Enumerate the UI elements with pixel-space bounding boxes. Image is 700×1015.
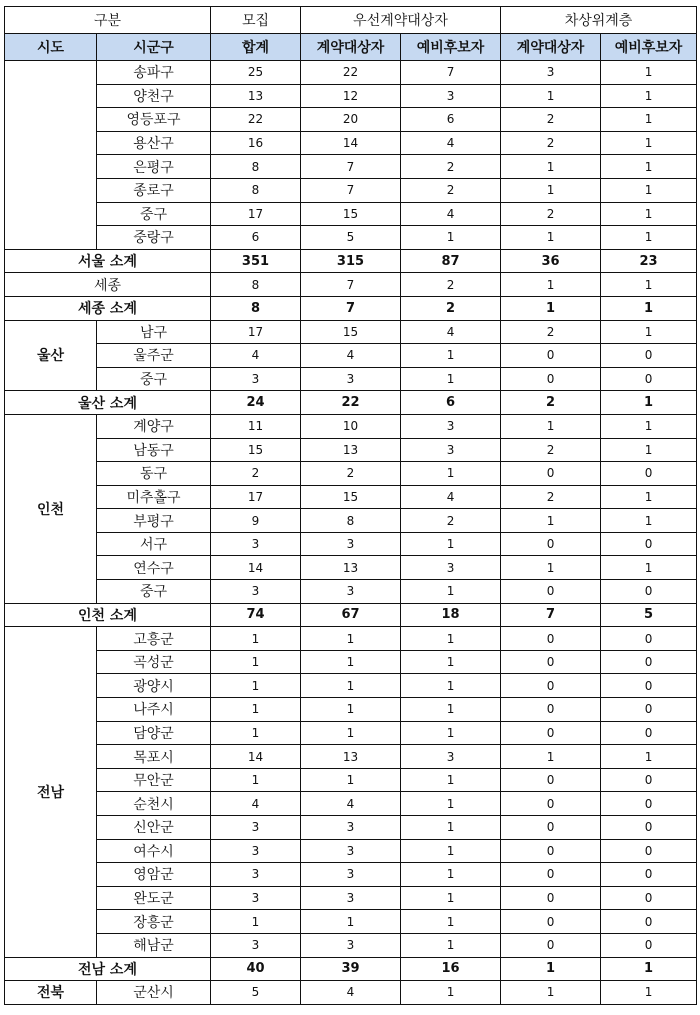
value-cell: 0 [601,792,697,816]
subtotal-row [5,249,697,273]
city-cell: 송파구 [97,61,211,85]
region-cell [5,61,97,250]
value-cell: 0 [501,933,601,957]
value-cell: 15 [301,320,401,344]
header-next: 차상위계층 [501,7,697,34]
value-cell: 1 [601,226,697,250]
value-cell: 4 [401,131,501,155]
table-row [5,745,697,769]
value-cell: 0 [601,532,697,556]
city-cell: 용산구 [97,131,211,155]
value-cell: 1 [301,650,401,674]
value-cell: 0 [601,910,697,934]
value-cell: 1 [601,131,697,155]
subtotal-value: 8 [211,296,301,320]
subtotal-value: 6 [401,391,501,415]
subtotal-value: 7 [501,603,601,627]
city-cell: 목포시 [97,745,211,769]
subtotal-value: 315 [301,249,401,273]
value-cell: 0 [501,839,601,863]
subtotal-row [5,391,697,415]
value-cell: 1 [501,745,601,769]
subtotal-value: 1 [501,296,601,320]
city-cell: 은평구 [97,155,211,179]
city-cell: 순천시 [97,792,211,816]
subtotal-value: 2 [401,296,501,320]
city-cell: 중구 [97,580,211,604]
table-row [5,367,697,391]
table-row [5,674,697,698]
subtotal-value: 36 [501,249,601,273]
value-cell: 0 [501,698,601,722]
value-cell: 7 [401,61,501,85]
value-cell: 1 [401,768,501,792]
value-cell: 1 [501,273,601,297]
value-cell: 1 [301,910,401,934]
value-cell: 1 [601,202,697,226]
table-row [5,910,697,934]
value-cell: 0 [501,650,601,674]
table-body [5,61,697,1005]
value-cell: 2 [501,485,601,509]
value-cell: 2 [401,178,501,202]
value-cell: 10 [301,414,401,438]
value-cell: 3 [401,414,501,438]
value-cell: 20 [301,108,401,132]
city-cell: 남동구 [97,438,211,462]
subtotal-value: 2 [501,391,601,415]
value-cell: 8 [211,155,301,179]
value-cell: 1 [601,438,697,462]
city-cell: 중구 [97,202,211,226]
value-cell: 3 [301,580,401,604]
value-cell: 4 [211,344,301,368]
city-cell: 연수구 [97,556,211,580]
table-row [5,273,697,297]
value-cell: 1 [501,155,601,179]
value-cell: 0 [501,532,601,556]
subtotal-value: 5 [601,603,697,627]
city-cell: 계양구 [97,414,211,438]
value-cell: 1 [401,910,501,934]
value-cell: 0 [501,792,601,816]
city-cell: 해남군 [97,933,211,957]
city-cell: 세종 [5,273,211,297]
header-next-reserve: 예비후보자 [601,34,697,61]
value-cell: 3 [301,863,401,887]
value-cell: 1 [401,367,501,391]
value-cell: 1 [401,792,501,816]
value-cell: 1 [601,509,697,533]
value-cell: 15 [211,438,301,462]
city-cell: 종로구 [97,178,211,202]
city-cell: 동구 [97,462,211,486]
value-cell: 2 [501,131,601,155]
value-cell: 3 [301,367,401,391]
value-cell: 3 [401,438,501,462]
value-cell: 1 [301,627,401,651]
subtotal-row [5,603,697,627]
header-priority-reserve: 예비후보자 [401,34,501,61]
table-row [5,131,697,155]
value-cell: 1 [211,627,301,651]
table-row [5,414,697,438]
table-row [5,320,697,344]
value-cell: 1 [401,344,501,368]
table-row [5,155,697,179]
value-cell: 17 [211,485,301,509]
value-cell: 15 [301,202,401,226]
value-cell: 4 [301,792,401,816]
value-cell: 1 [401,698,501,722]
city-cell: 울주군 [97,344,211,368]
value-cell: 15 [301,485,401,509]
city-cell: 군산시 [97,981,211,1005]
value-cell: 22 [211,108,301,132]
region-cell: 전북 [5,981,97,1005]
value-cell: 7 [301,273,401,297]
header-mojip: 모집 [211,7,301,34]
value-cell: 1 [401,627,501,651]
value-cell: 3 [211,933,301,957]
table-row [5,226,697,250]
value-cell: 1 [601,273,697,297]
city-cell: 신안군 [97,816,211,840]
value-cell: 1 [401,462,501,486]
region-cell: 전남 [5,627,97,957]
value-cell: 0 [601,344,697,368]
value-cell: 1 [211,698,301,722]
subtotal-value: 39 [301,957,401,981]
value-cell: 0 [501,863,601,887]
value-cell: 0 [601,698,697,722]
value-cell: 4 [401,202,501,226]
value-cell: 1 [401,886,501,910]
value-cell: 2 [401,273,501,297]
value-cell: 4 [211,792,301,816]
header-next-contract: 계약대상자 [501,34,601,61]
value-cell: 5 [301,226,401,250]
table-row [5,84,697,108]
value-cell: 0 [601,627,697,651]
value-cell: 1 [401,532,501,556]
table-row [5,816,697,840]
city-cell: 장흥군 [97,910,211,934]
value-cell: 1 [601,61,697,85]
value-cell: 0 [601,580,697,604]
value-cell: 1 [211,910,301,934]
city-cell: 영암군 [97,863,211,887]
subtotal-value: 23 [601,249,697,273]
city-cell: 무안군 [97,768,211,792]
city-cell: 서구 [97,532,211,556]
table-row [5,839,697,863]
value-cell: 0 [601,650,697,674]
value-cell: 25 [211,61,301,85]
subtotal-value: 40 [211,957,301,981]
table-row [5,108,697,132]
value-cell: 0 [601,933,697,957]
table-row [5,61,697,85]
table-row [5,650,697,674]
value-cell: 0 [601,462,697,486]
value-cell: 3 [401,745,501,769]
value-cell: 1 [601,745,697,769]
value-cell: 22 [301,61,401,85]
city-cell: 부평구 [97,509,211,533]
subtotal-value: 87 [401,249,501,273]
table-row [5,886,697,910]
header-gubun: 구분 [5,7,211,34]
value-cell: 1 [601,556,697,580]
value-cell: 4 [301,981,401,1005]
value-cell: 1 [601,981,697,1005]
value-cell: 1 [401,981,501,1005]
value-cell: 0 [601,674,697,698]
value-cell: 1 [501,226,601,250]
table-row [5,627,697,651]
table-row [5,556,697,580]
table-row [5,580,697,604]
value-cell: 7 [301,178,401,202]
value-cell: 8 [211,273,301,297]
city-cell: 중구 [97,367,211,391]
value-cell: 11 [211,414,301,438]
value-cell: 0 [601,816,697,840]
value-cell: 1 [501,414,601,438]
value-cell: 3 [301,816,401,840]
table-row [5,532,697,556]
value-cell: 0 [501,886,601,910]
value-cell: 1 [211,721,301,745]
value-cell: 2 [301,462,401,486]
value-cell: 4 [401,485,501,509]
value-cell: 14 [211,745,301,769]
value-cell: 3 [401,84,501,108]
value-cell: 0 [501,367,601,391]
value-cell: 1 [601,108,697,132]
city-cell: 영등포구 [97,108,211,132]
value-cell: 0 [601,367,697,391]
table-row [5,768,697,792]
value-cell: 5 [211,981,301,1005]
value-cell: 3 [301,839,401,863]
subtotal-value: 1 [501,957,601,981]
value-cell: 2 [501,108,601,132]
table-row [5,485,697,509]
value-cell: 0 [601,886,697,910]
value-cell: 1 [601,84,697,108]
value-cell: 0 [601,863,697,887]
value-cell: 0 [601,768,697,792]
value-cell: 0 [501,910,601,934]
value-cell: 17 [211,202,301,226]
value-cell: 2 [401,155,501,179]
table-row [5,698,697,722]
value-cell: 13 [211,84,301,108]
value-cell: 3 [211,532,301,556]
value-cell: 1 [401,933,501,957]
value-cell: 1 [401,650,501,674]
table-row [5,202,697,226]
city-cell: 완도군 [97,886,211,910]
value-cell: 3 [211,886,301,910]
value-cell: 1 [401,816,501,840]
table-row [5,863,697,887]
value-cell: 13 [301,438,401,462]
value-cell: 0 [501,674,601,698]
subtotal-row [5,296,697,320]
value-cell: 1 [301,698,401,722]
value-cell: 3 [401,556,501,580]
value-cell: 1 [501,509,601,533]
header-sido: 시도 [5,34,97,61]
value-cell: 1 [211,768,301,792]
value-cell: 1 [501,178,601,202]
table-container [4,6,697,1005]
city-cell: 곡성군 [97,650,211,674]
value-cell: 0 [501,721,601,745]
subtotal-value: 22 [301,391,401,415]
subtotal-label: 서울 소계 [5,249,211,273]
value-cell: 1 [601,178,697,202]
value-cell: 1 [301,721,401,745]
value-cell: 3 [211,816,301,840]
subtotal-value: 351 [211,249,301,273]
region-cell: 울산 [5,320,97,391]
value-cell: 1 [401,863,501,887]
value-cell: 2 [501,438,601,462]
subtotal-value: 18 [401,603,501,627]
table-row [5,344,697,368]
value-cell: 1 [301,674,401,698]
value-cell: 0 [501,627,601,651]
value-cell: 2 [501,320,601,344]
subtotal-value: 24 [211,391,301,415]
value-cell: 1 [501,981,601,1005]
value-cell: 1 [401,839,501,863]
value-cell: 0 [601,839,697,863]
table-row [5,509,697,533]
value-cell: 0 [501,344,601,368]
value-cell: 8 [301,509,401,533]
value-cell: 3 [301,933,401,957]
value-cell: 3 [501,61,601,85]
city-cell: 중랑구 [97,226,211,250]
subtotal-value: 1 [601,957,697,981]
value-cell: 3 [211,580,301,604]
subtotal-value: 67 [301,603,401,627]
subtotal-row [5,957,697,981]
value-cell: 0 [501,580,601,604]
header-priority: 우선계약대상자 [301,7,501,34]
value-cell: 1 [501,84,601,108]
value-cell: 14 [301,131,401,155]
city-cell: 양천구 [97,84,211,108]
table-row [5,462,697,486]
city-cell: 고흥군 [97,627,211,651]
city-cell: 여수시 [97,839,211,863]
city-cell: 광양시 [97,674,211,698]
region-cell: 인천 [5,414,97,603]
value-cell: 3 [211,367,301,391]
value-cell: 4 [401,320,501,344]
value-cell: 4 [301,344,401,368]
city-cell: 미추홀구 [97,485,211,509]
subtotal-value: 1 [601,391,697,415]
subtotal-value: 7 [301,296,401,320]
value-cell: 7 [301,155,401,179]
city-cell: 담양군 [97,721,211,745]
value-cell: 0 [601,721,697,745]
value-cell: 0 [501,462,601,486]
subtotal-label: 인천 소계 [5,603,211,627]
value-cell: 1 [401,721,501,745]
value-cell: 2 [401,509,501,533]
table-row [5,792,697,816]
subtotal-value: 16 [401,957,501,981]
value-cell: 17 [211,320,301,344]
value-cell: 0 [501,816,601,840]
table-row [5,438,697,462]
header-sigungu: 시군구 [97,34,211,61]
value-cell: 1 [211,650,301,674]
value-cell: 8 [211,178,301,202]
value-cell: 14 [211,556,301,580]
value-cell: 3 [211,839,301,863]
value-cell: 1 [601,414,697,438]
allocation-table [4,6,697,1005]
city-cell: 나주시 [97,698,211,722]
value-cell: 2 [211,462,301,486]
value-cell: 2 [501,202,601,226]
subtotal-value: 1 [601,296,697,320]
table-row [5,933,697,957]
value-cell: 1 [601,485,697,509]
table-row [5,981,697,1005]
value-cell: 6 [401,108,501,132]
value-cell: 1 [601,155,697,179]
table-row [5,721,697,745]
value-cell: 3 [211,863,301,887]
value-cell: 9 [211,509,301,533]
value-cell: 3 [301,886,401,910]
value-cell: 13 [301,745,401,769]
table-row [5,178,697,202]
subtotal-label: 세종 소계 [5,296,211,320]
value-cell: 1 [211,674,301,698]
value-cell: 13 [301,556,401,580]
value-cell: 1 [601,320,697,344]
value-cell: 16 [211,131,301,155]
value-cell: 1 [301,768,401,792]
header-total: 합계 [211,34,301,61]
subtotal-label: 울산 소계 [5,391,211,415]
value-cell: 0 [501,768,601,792]
header-priority-contract: 계약대상자 [301,34,401,61]
subtotal-value: 74 [211,603,301,627]
value-cell: 1 [401,674,501,698]
city-cell: 남구 [97,320,211,344]
value-cell: 3 [301,532,401,556]
value-cell: 12 [301,84,401,108]
value-cell: 6 [211,226,301,250]
value-cell: 1 [401,226,501,250]
value-cell: 1 [401,580,501,604]
value-cell: 1 [501,556,601,580]
subtotal-label: 전남 소계 [5,957,211,981]
